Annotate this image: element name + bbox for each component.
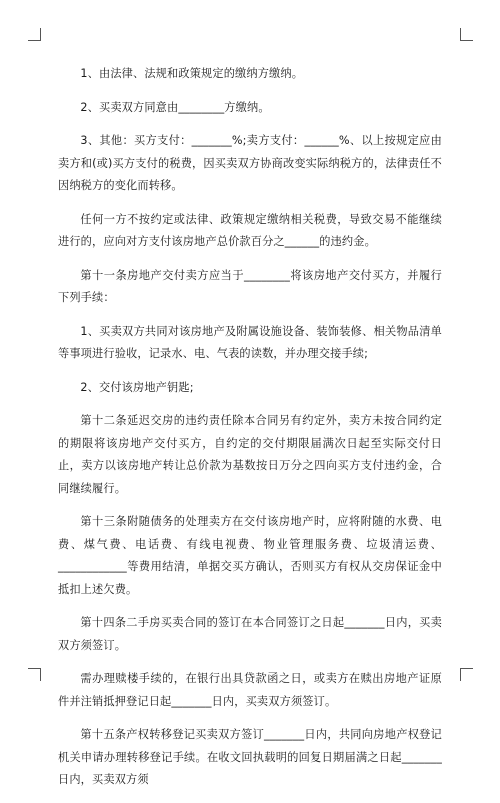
- paragraph: 2、交付该房地产钥匙;: [80, 380, 194, 394]
- paragraph: 2、买卖双方同意由________方缴纳。: [80, 100, 270, 114]
- crop-mark-bottom-left: [28, 668, 41, 681]
- crop-mark-top-left: [28, 28, 41, 41]
- paragraph: 第十二条延迟交房的违约责任除本合同另有约定外，卖方未按合同约定的期限将该房地产交付买方，自约定的交付期限届满次日起至实际交付日止，卖方以该房地产转让总价款为基数按日万分之四向买方支付违约金，合同继续履行。: [58, 414, 442, 495]
- paragraph: 第十三条附随债务的处理卖方在交付该房地产时，应将附随的水费、电费、煤气费、电话费、有线电视费、物业管理服务费、垃圾清运费、____________等费用结清，单据交买方确认，否则买方有权从交房保证金中抵扣上述欠费。: [58, 515, 442, 596]
- paragraph: 1、买卖双方共同对该房地产及附属设施设备、装饰装修、相关物品清单等事项进行验收，记录水、电、气表的读数，并办理交接手续;: [58, 324, 442, 360]
- paragraph: 1、由法律、法规和政策规定的缴纳方缴纳。: [80, 67, 304, 80]
- paragraph: 第十一条房地产交付卖方应当于________将该房地产交付买方，并履行下列手续：: [58, 268, 442, 304]
- paragraph: 第十五条产权转移登记买卖双方签订_______日内，共同向房地产权登记机关申请办理转移登记手续。在收文回执载明的回复日期届满之日起_______日内，买卖双方须: [58, 728, 442, 786]
- paragraph: 第十四条二手房买卖合同的签订在本合同签订之日起_______日内，买卖双方须签订。: [58, 616, 442, 652]
- paragraph: 需办理赎楼手续的，在银行出具贷款函之日，或卖方在赎出房地产证原件并注销抵押登记日起_______日内，买卖双方须签订。: [58, 672, 442, 708]
- crop-mark-bottom-right: [460, 668, 473, 681]
- paragraph: 任何一方不按约定或法律、政策规定缴纳相关税费，导致交易不能继续进行的，应向对方支付该房地产总价款百分之______的违约金。: [58, 212, 442, 248]
- crop-mark-top-right: [460, 28, 473, 41]
- paragraph: 3、其他：买方支付：_______%;卖方支付：______%、以上按规定应由卖方和(或)买方支付的税费，因买卖双方协商改变实际纳税方的，法律责任不因纳税方的变化而转移。: [58, 134, 442, 192]
- document-body: [58, 63, 442, 803]
